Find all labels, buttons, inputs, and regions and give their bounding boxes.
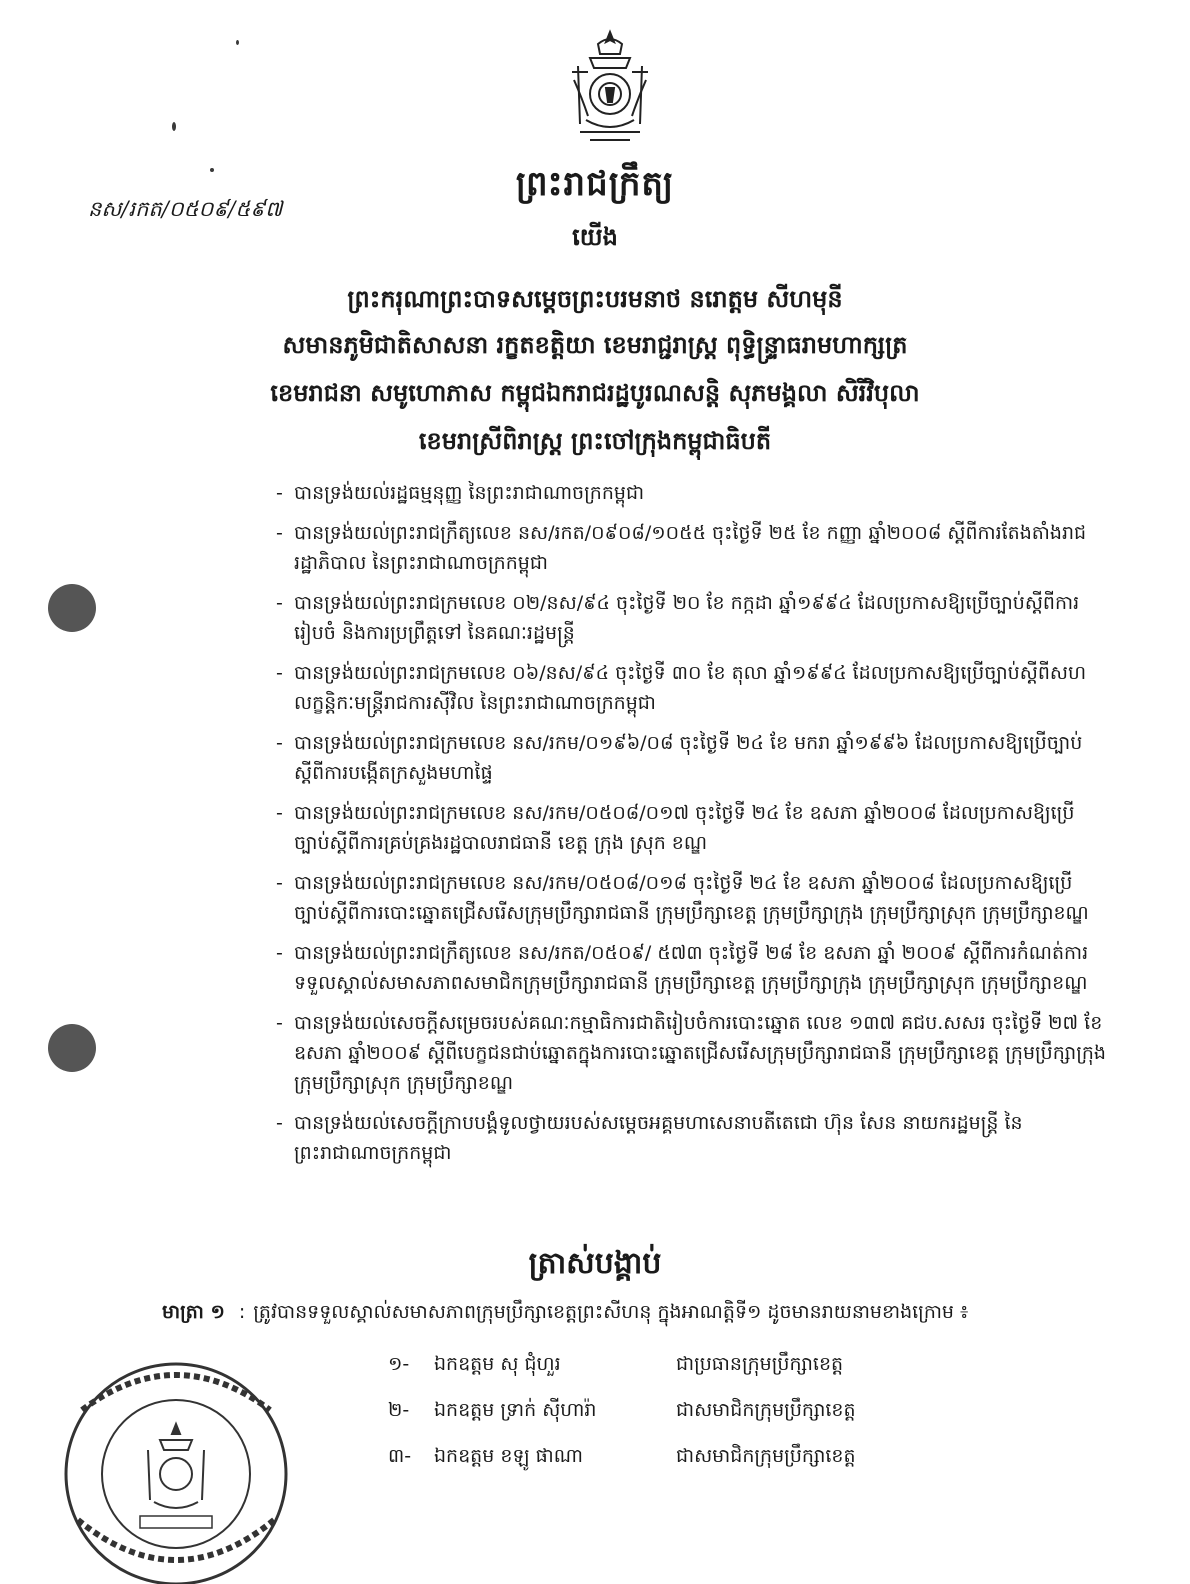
punch-hole: [48, 584, 96, 632]
article-1: [162, 1300, 1122, 1328]
member-name: ឯកឧត្តម ទ្រាក់ ស៊ីហារ៉ា: [434, 1399, 597, 1421]
member-row: [388, 1438, 1008, 1484]
we-heading: យើង: [572, 223, 618, 251]
official-seal-stamp: [52, 1350, 298, 1584]
consideration-item: - បានទ្រង់យល់សេចក្តីសម្រេចរបស់គណៈកម្មាធិការជាតិរៀបចំការបោះឆ្នោត លេខ ១៣៧ គជប.សសរ ចុះថ្ងៃទី ២៧ ខែ ឧសភា ឆ្នាំ២០០៩ ស្តីពីបេក្ខជនជាប់ឆ្នោតក្នុងការបោះឆ្នោតជ្រើសរើសក្រុមប្រឹក្សារាជធានី ក្រុមប្រឹក្សាខេត្ត ក្រុមប្រឹក្សាក្រុង ក្រុមប្រឹក្សាស្រុក ក្រុមប្រឹក្សាខណ្ឌ: [276, 1012, 1106, 1094]
consideration-item: - បានទ្រង់យល់ព្រះរាជក្រមលេខ នស/រកម/០៥០៨/០១៨ ចុះថ្ងៃទី ២៤ ខែ ឧសភា ឆ្នាំ២០០៨ ដែលប្រកាសឱ្យប្រើច្បាប់ស្តីពីការបោះឆ្នោតជ្រើសរើសក្រុមប្រឹក្សារាជធានី ក្រុមប្រឹក្សាខេត្ត ក្រុមប្រឹក្សាក្រុង ក្រុមប្រឹក្សាស្រុក ក្រុមប្រឹក្សាខណ្ឌ: [276, 872, 1089, 924]
royal-emblem-icon: [560, 28, 660, 148]
consideration-item: - បានទ្រង់យល់ព្រះរាជក្រមលេខ នស/រកម/០៥០៨/០១៧ ចុះថ្ងៃទី ២៤ ខែ ឧសភា ឆ្នាំ២០០៨ ដែលប្រកាសឱ្យប្រើច្បាប់ស្តីពីការគ្រប់គ្រងរដ្ឋបាលរាជធានី ខេត្ត ក្រុង ស្រុក ខណ្ឌ: [276, 802, 1075, 854]
member-row: [388, 1346, 1008, 1392]
ink-speck: [210, 168, 214, 172]
member-name: ឯកឧត្តម សុ ជុំហួរ: [434, 1353, 561, 1375]
reference-number: នស/រកត/០៥០៩/៥៩៧: [88, 197, 283, 221]
royal-title-line-2: សមានភូមិជាតិសាសនា រក្ខតខត្តិយា ខេមរាជ្ជរាស្ត្រ ពុទ្ធិន្ទ្រាធរាមហាក្សត្រ: [282, 331, 908, 359]
consideration-item: - បានទ្រង់យល់ព្រះរាជក្រឹត្យលេខ នស/រកត/០៩០៨/១០៥៥ ចុះថ្ងៃទី ២៥ ខែ កញ្ញា ឆ្នាំ២០០៨ ស្តីពីការតែងតាំងរាជរដ្ឋាភិបាល នៃព្រះរាជាណាចក្រកម្ពុជា: [276, 522, 1087, 574]
consideration-item: - បានទ្រង់យល់ព្រះរាជក្រមលេខ ០២/នស/៩៤ ចុះថ្ងៃទី ២០ ខែ កក្កដា ឆ្នាំ១៩៩៤ ដែលប្រកាសឱ្យប្រើច្បាប់ស្តីពីការរៀបចំ និងការប្រព្រឹត្តទៅ នៃគណៈរដ្ឋមន្ត្រី: [276, 592, 1080, 644]
consideration-item: - បានទ្រង់យល់ព្រះរាជក្រឹត្យលេខ នស/រកត/០៥០៩/ ៥៧៣ ចុះថ្ងៃទី ២៨ ខែ ឧសភា ឆ្នាំ ២០០៩ ស្តីពីការកំណត់ការទទួលស្គាល់សមាសភាពសមាជិកក្រុមប្រឹក្សារាជធានី ក្រុមប្រឹក្សាខេត្ត ក្រុមប្រឹក្សាក្រុង ក្រុមប្រឹក្សាស្រុក ក្រុមប្រឹក្សាខណ្ឌ: [276, 942, 1089, 994]
member-position: ជាសមាជិកក្រុមប្រឹក្សាខេត្ត: [676, 1399, 856, 1421]
decree-title: ព្រះរាជក្រឹត្យ: [515, 164, 675, 204]
royal-title-line-4: ខេមរាស្រីពិរាស្ត្រ ព្រះចៅក្រុងកម្ពុជាធិបតី: [418, 427, 772, 455]
consideration-item: - បានទ្រង់យល់សេចក្តីក្រាបបង្គំទូលថ្វាយរបស់សម្តេចអគ្គមហាសេនាបតីតេជោ ហ៊ុន សែន នាយករដ្ឋមន្ត្រី នៃព្រះរាជាណាចក្រកម្ពុជា: [276, 1112, 1023, 1164]
royal-title-line-3: ខេមរាជនា សមូហោភាស កម្ពុជឯករាជរដ្ឋបូរណសន្តិ សុភមង្គលា សិរីវិបុលា: [270, 379, 920, 407]
article-separator: :: [238, 1301, 246, 1323]
consideration-item: - បានទ្រង់យល់ព្រះរាជក្រមលេខ ០៦/នស/៩៤ ចុះថ្ងៃទី ៣០ ខែ តុលា ឆ្នាំ១៩៩៤ ដែលប្រកាសឱ្យប្រើច្បាប់ស្តីពីសហលក្ខន្តិកៈមន្ត្រីរាជការស៊ីវិល នៃព្រះរាជាណាចក្រកម្ពុជា: [276, 662, 1087, 714]
article-text: ត្រូវបានទទួលស្គាល់សមាសភាពក្រុមប្រឹក្សាខេត្តព្រះសីហនុ ក្នុងអាណត្តិទី១ ដូចមានរាយនាមខាងក្រោម ៖: [253, 1301, 969, 1323]
member-position: ជាសមាជិកក្រុមប្រឹក្សាខេត្ត: [676, 1445, 856, 1467]
member-position: ជាប្រធានក្រុមប្រឹក្សាខេត្ត: [676, 1353, 844, 1375]
member-number: ១-: [388, 1353, 410, 1375]
member-number: ២-: [388, 1399, 410, 1421]
article-label: មាត្រា ១: [162, 1301, 225, 1323]
punch-hole: [48, 1024, 96, 1072]
consideration-item: - បានទ្រង់យល់ព្រះរាជក្រមលេខ នស/រកម/០១៩៦/០៨ ចុះថ្ងៃទី ២៤ ខែ មករា ឆ្នាំ១៩៩៦ ដែលប្រកាសឱ្យប្រើច្បាប់ស្តីពីការបង្កើតក្រសួងមហាផ្ទៃ: [276, 732, 1083, 784]
member-number: ៣-: [388, 1445, 412, 1467]
member-list: [388, 1346, 1008, 1484]
member-row: [388, 1392, 1008, 1438]
considerations-list: [276, 478, 1106, 1178]
decision-title: ត្រាស់បង្គាប់: [528, 1246, 662, 1281]
royal-title-line-1: ព្រះករុណាព្រះបាទសម្តេចព្រះបរមនាថ នរោត្តម សីហមុនី: [347, 285, 843, 313]
consideration-item: - បានទ្រង់យល់រដ្ឋធម្មនុញ្ញ នៃព្រះរាជាណាចក្រកម្ពុជា: [276, 482, 645, 504]
ink-speck: [172, 122, 176, 131]
ink-speck: [236, 40, 239, 45]
member-name: ឯកឧត្តម ខឡូ ផាណា: [434, 1445, 583, 1467]
